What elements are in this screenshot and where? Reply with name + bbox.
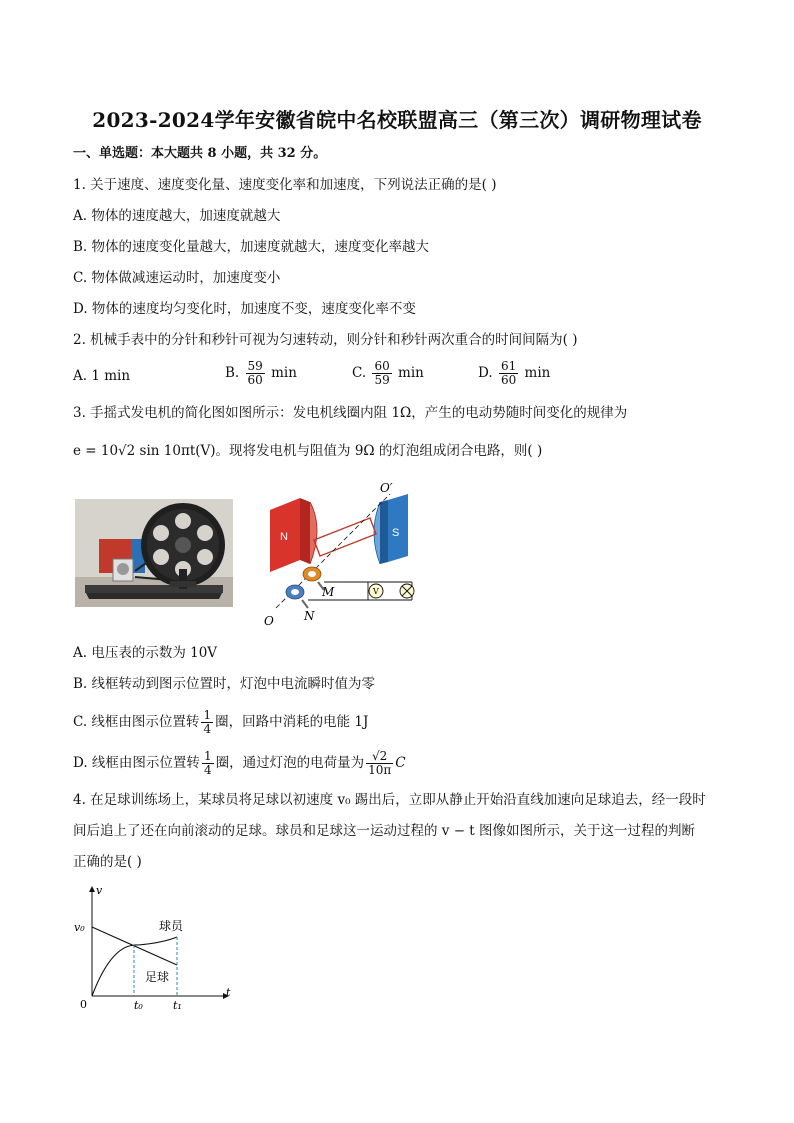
label-n: N	[304, 609, 315, 623]
q3-stem-line1: 3. 手摇式发电机的简化图如图所示：发电机线圈内阻 1Ω，产生的电动势随时间变化的规律为	[73, 405, 628, 421]
origin-label: 0	[80, 998, 87, 1011]
ball-label: 足球	[145, 970, 170, 984]
q2-option-d: D. $\frac{61}{60}$ min	[478, 359, 551, 387]
q2-b-fraction: $\frac{59}{60}$	[247, 359, 263, 387]
vt-graph	[72, 883, 242, 1013]
q4-line3: 正确的是( )	[73, 854, 142, 870]
t1-label: t₁	[173, 999, 182, 1012]
v0-label: v₀	[74, 921, 85, 934]
voltmeter-label: V	[373, 587, 379, 596]
axis-label-o-prime: O′	[380, 481, 393, 495]
section-heading: 一、单选题：本大题共 8 小题，共 32 分。	[73, 146, 327, 161]
q3-option-b: B. 线框转动到图示位置时，灯泡中电流瞬时值为零	[73, 676, 376, 692]
q3-d-fraction-charge: $\frac{√2}{10\pi}$	[368, 749, 392, 777]
axis-label-o: O	[264, 614, 274, 628]
label-m: M	[322, 585, 335, 599]
t-axis-label: t	[226, 986, 231, 999]
coil-frame	[314, 518, 376, 556]
generator-photo	[75, 499, 233, 607]
q2-option-b: B. $\frac{59}{60}$ min	[225, 359, 297, 387]
q2-options	[73, 359, 573, 390]
q1-option-a: A. 物体的速度越大，加速度就越大	[73, 208, 281, 224]
q2-option-c: C. $\frac{60}{59}$ min	[352, 359, 424, 387]
q2-stem: 2. 机械手表中的分针和秒针可视为匀速转动，则分针和秒针两次重合的时间间隔为( )	[73, 332, 578, 348]
q1-option-d: D. 物体的速度均匀变化时，加速度不变，速度变化率不变	[73, 301, 416, 317]
v-axis-label: v	[96, 884, 103, 897]
q3-stem-line2: e = 10√2 sin 10πt(V)。现将发电机与阻值为 9Ω 的灯泡组成闭合电路，则( )	[73, 443, 543, 459]
q2-option-a: A. 1 min	[73, 368, 131, 384]
q3-option-d: D. 线框由图示位置转 $\frac{1}{4}$ 圈，通过灯泡的电荷量为 $\frac{√2}{10\pi}$ C	[73, 749, 406, 777]
q3-d-fraction-turn: $\frac{1}{4}$	[203, 749, 212, 777]
q1-stem: 1. 关于速度、速度变化量、速度变化率和加速度，下列说法正确的是( )	[73, 177, 497, 193]
q3-option-c: C. 线框由图示位置转 $\frac{1}{4}$ 圈，回路中消耗的电能 1J	[73, 708, 369, 736]
player-label: 球员	[159, 919, 184, 933]
q2-d-fraction: $\frac{61}{60}$	[500, 359, 517, 387]
q2-c-fraction: $\frac{60}{59}$	[374, 359, 390, 387]
q1-option-c: C. 物体做减速运动时，加速度变小	[73, 270, 281, 286]
generator-diagram	[262, 478, 432, 628]
n-pole-label: N	[280, 531, 288, 543]
q4-line1: 4. 在足球训练场上，某球员将足球以初速度 v₀ 踢出后，立即从静止开始沿直线加速向足球追去，经一段时	[73, 792, 706, 808]
t0-label: t₀	[134, 999, 143, 1012]
q3-option-a: A. 电压表的示数为 10V	[73, 645, 218, 661]
s-pole-label: S	[392, 527, 400, 539]
q1-option-b: B. 物体的速度变化量越大，加速度就越大，速度变化率越大	[73, 239, 430, 255]
exam-title: 2023-2024学年安徽省皖中名校联盟高三（第三次）调研物理试卷	[92, 108, 702, 132]
q3-c-fraction: $\frac{1}{4}$	[203, 708, 212, 736]
generator-photo-drawing	[75, 499, 233, 607]
q4-line2: 间后追上了还在向前滚动的足球。球员和足球这一运动过程的 v − t 图像如图所示，关于这一过程的判断	[73, 823, 696, 839]
